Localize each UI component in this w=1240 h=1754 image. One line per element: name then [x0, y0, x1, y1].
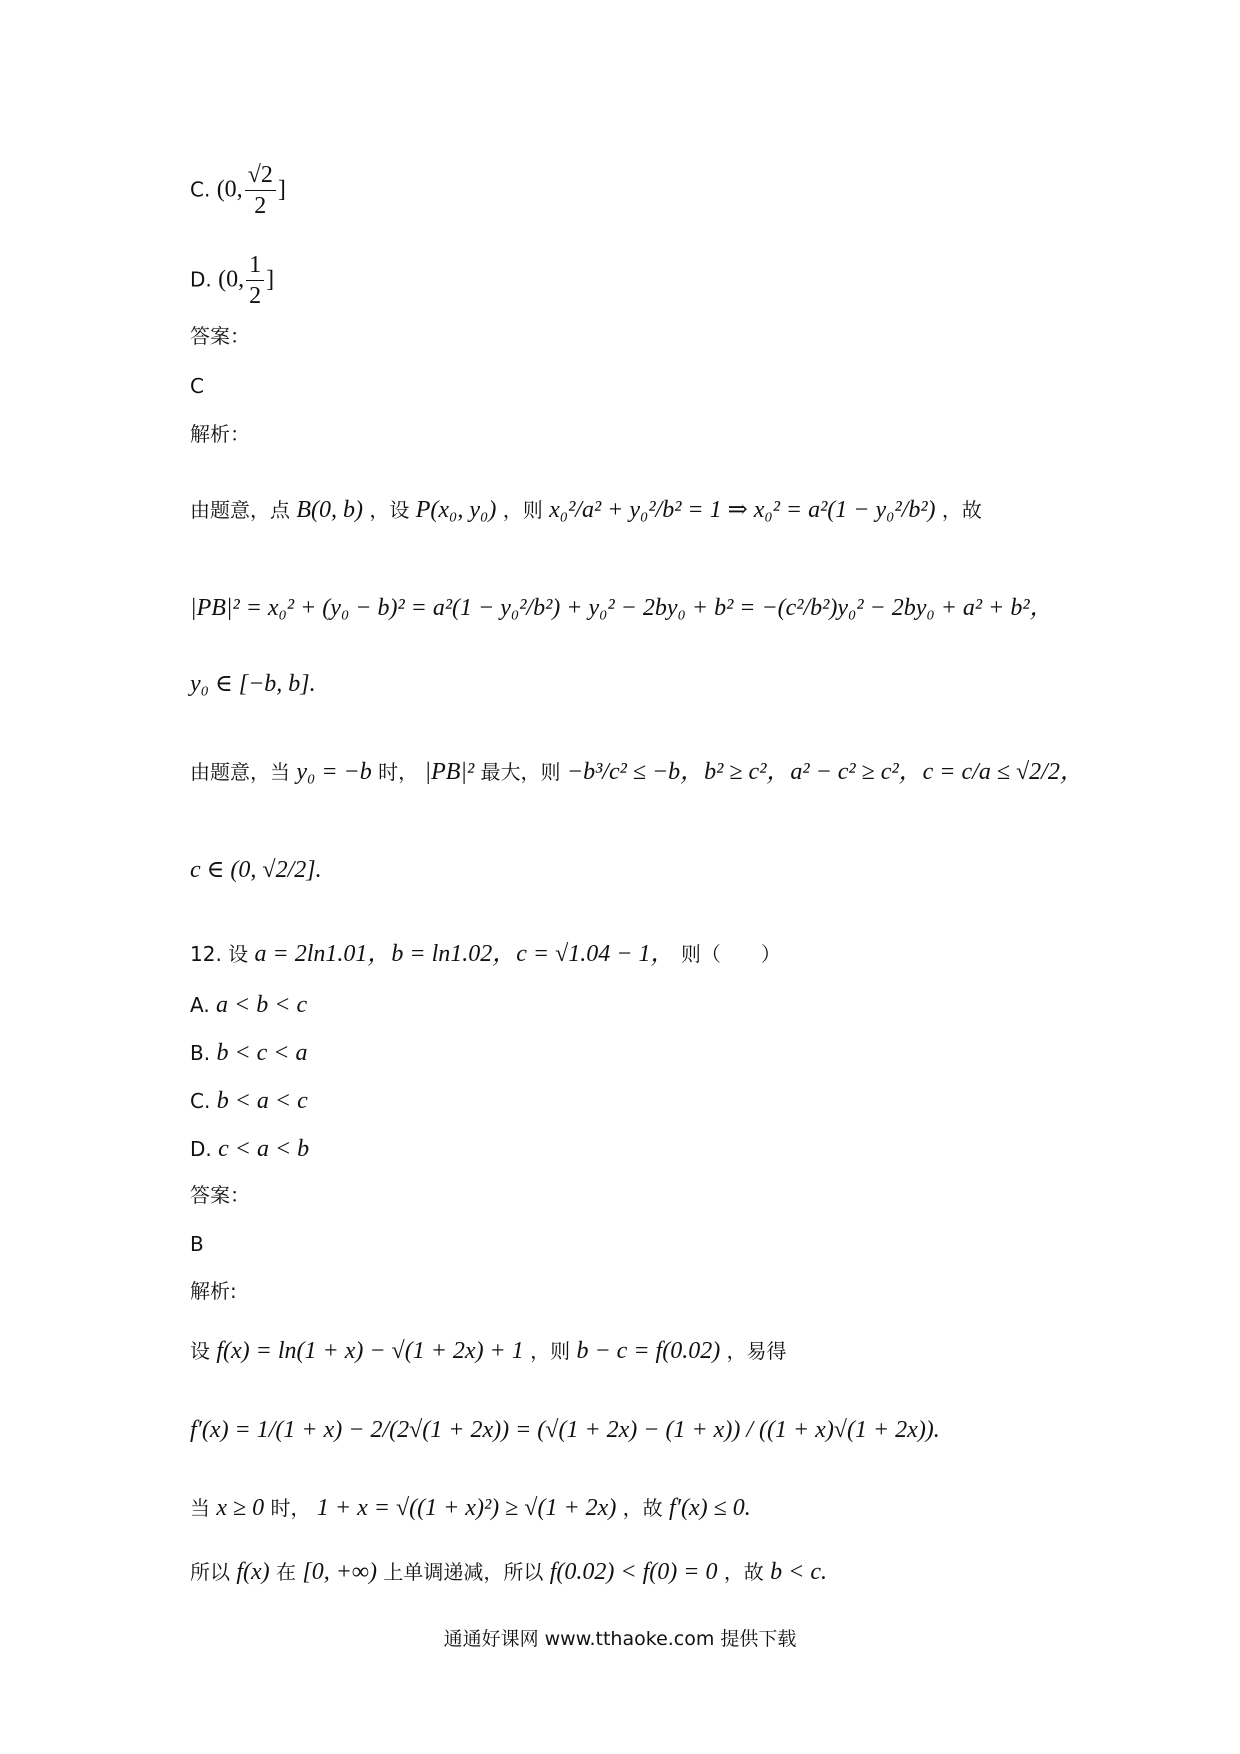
- option-d-prev: [190, 252, 274, 310]
- solution-line: c ∈ (0, √2/2].: [190, 857, 322, 883]
- option-label: C.: [190, 177, 211, 202]
- option-label: D.: [190, 1137, 212, 1161]
- page-footer: 通通好课网 www.tthaoke.com 提供下载: [443, 1628, 797, 1650]
- answer-value: C: [190, 374, 204, 398]
- solution-line: |PB|² = x₀² + (y₀ − b)² = a²(1 − y₀²/b²) + y₀² − 2by₀ + b² = −(c²/b²)y₀² − 2by₀ + a² + b²，: [190, 595, 1054, 621]
- math-expr: 1 + x = √((1 + x)²) ≥ √(1 + 2x): [316, 1495, 617, 1521]
- option-c: [190, 1089, 308, 1113]
- option-expr: b < a < c: [216, 1088, 308, 1114]
- answer-label: 答案：: [190, 1183, 250, 1207]
- option-expr-end: ]: [277, 176, 286, 203]
- fraction: [246, 252, 264, 310]
- solution-text: 时，: [270, 1496, 311, 1520]
- option-label: C.: [190, 1089, 211, 1113]
- solution-line: [190, 760, 1084, 784]
- solution-text: 设: [190, 1339, 210, 1363]
- solution-text: ，则: [502, 498, 543, 522]
- explanation-label: 解析：: [190, 422, 250, 446]
- option-a: [190, 993, 307, 1017]
- math-expr: −b³/c² ≤ −b，b² ≥ c²，a² − c² ≥ c²，c = c/a ≤ √2/2，: [566, 759, 1084, 785]
- solution-line: y₀ ∈ [−b, b].: [190, 671, 316, 697]
- solution-line: [190, 498, 982, 522]
- solution-text: 在: [276, 1560, 297, 1584]
- solution-text: 由题意，点: [190, 498, 290, 522]
- solution-text: ，故: [941, 498, 982, 522]
- math-expr: f′(x) ≤ 0.: [669, 1495, 751, 1521]
- math-expr: y₀ = −b: [296, 759, 372, 785]
- frac-num: √2: [245, 162, 276, 191]
- math-expr: P(x₀, y₀): [415, 497, 497, 523]
- math-expr: x₀²/a² + y₀²/b² = 1 ⇒ x₀² = a²(1 − y₀²/b²): [549, 497, 936, 523]
- math-expr: |PB|²: [424, 759, 475, 785]
- explanation-label: 解析:: [190, 1279, 237, 1303]
- option-expr-end: ]: [266, 266, 275, 293]
- solution-text: 最大，则: [480, 760, 561, 784]
- option-expr: a < b < c: [216, 992, 308, 1018]
- option-label: B.: [190, 1041, 211, 1065]
- solution-text: 当: [190, 1496, 210, 1520]
- answer-value: B: [190, 1232, 204, 1256]
- solution-line: f′(x) = 1/(1 + x) − 2/(2√(1 + 2x)) = (√(1 + 2x) − (1 + x)) / ((1 + x)√(1 + 2x)).: [190, 1417, 940, 1443]
- math-expr: B(0, b): [296, 497, 364, 523]
- solution-text: ，则: [530, 1339, 571, 1363]
- math-expr: a = 2ln1.01，b = ln1.02，c = √1.04 − 1，: [254, 941, 675, 967]
- fraction: [245, 162, 276, 220]
- question-12: [190, 942, 781, 966]
- solution-text: ，故: [622, 1496, 663, 1520]
- solution-text: 时，: [378, 760, 419, 784]
- solution-text: 上单调递减，所以: [383, 1560, 544, 1584]
- solution-text: 由题意，当: [190, 760, 290, 784]
- option-expr: b < c < a: [216, 1040, 308, 1066]
- math-expr: b − c = f(0.02): [576, 1338, 721, 1364]
- frac-den: 2: [254, 193, 267, 220]
- option-d: [190, 1137, 309, 1161]
- option-expr: c < a < b: [218, 1136, 310, 1162]
- math-expr: f(0.02) < f(0) = 0: [549, 1559, 718, 1585]
- option-b: [190, 1041, 307, 1065]
- frac-num: 1: [246, 252, 264, 281]
- option-expr: (0,: [216, 176, 243, 203]
- answer-label: 答案：: [190, 324, 250, 348]
- solution-text: ，故: [723, 1560, 764, 1584]
- math-expr: f(x) = ln(1 + x) − √(1 + 2x) + 1: [216, 1338, 524, 1364]
- question-suffix: 则（ ）: [680, 942, 781, 966]
- solution-line: [190, 1339, 787, 1363]
- solution-line: [190, 1496, 751, 1520]
- math-expr: x ≥ 0: [216, 1495, 265, 1521]
- math-expr: [0, +∞): [302, 1559, 378, 1585]
- math-expr: b < c.: [770, 1559, 828, 1585]
- solution-text: ，设: [369, 498, 410, 522]
- math-expr: f(x): [236, 1559, 270, 1585]
- frac-den: 2: [249, 283, 262, 310]
- option-c-prev: [190, 162, 286, 220]
- question-prefix: 12. 设: [190, 942, 249, 966]
- solution-line: [190, 1560, 827, 1584]
- option-label: A.: [190, 993, 210, 1017]
- solution-text: ，易得: [726, 1339, 787, 1363]
- option-expr: (0,: [218, 266, 245, 293]
- solution-text: 所以: [190, 1560, 230, 1584]
- option-label: D.: [190, 267, 212, 292]
